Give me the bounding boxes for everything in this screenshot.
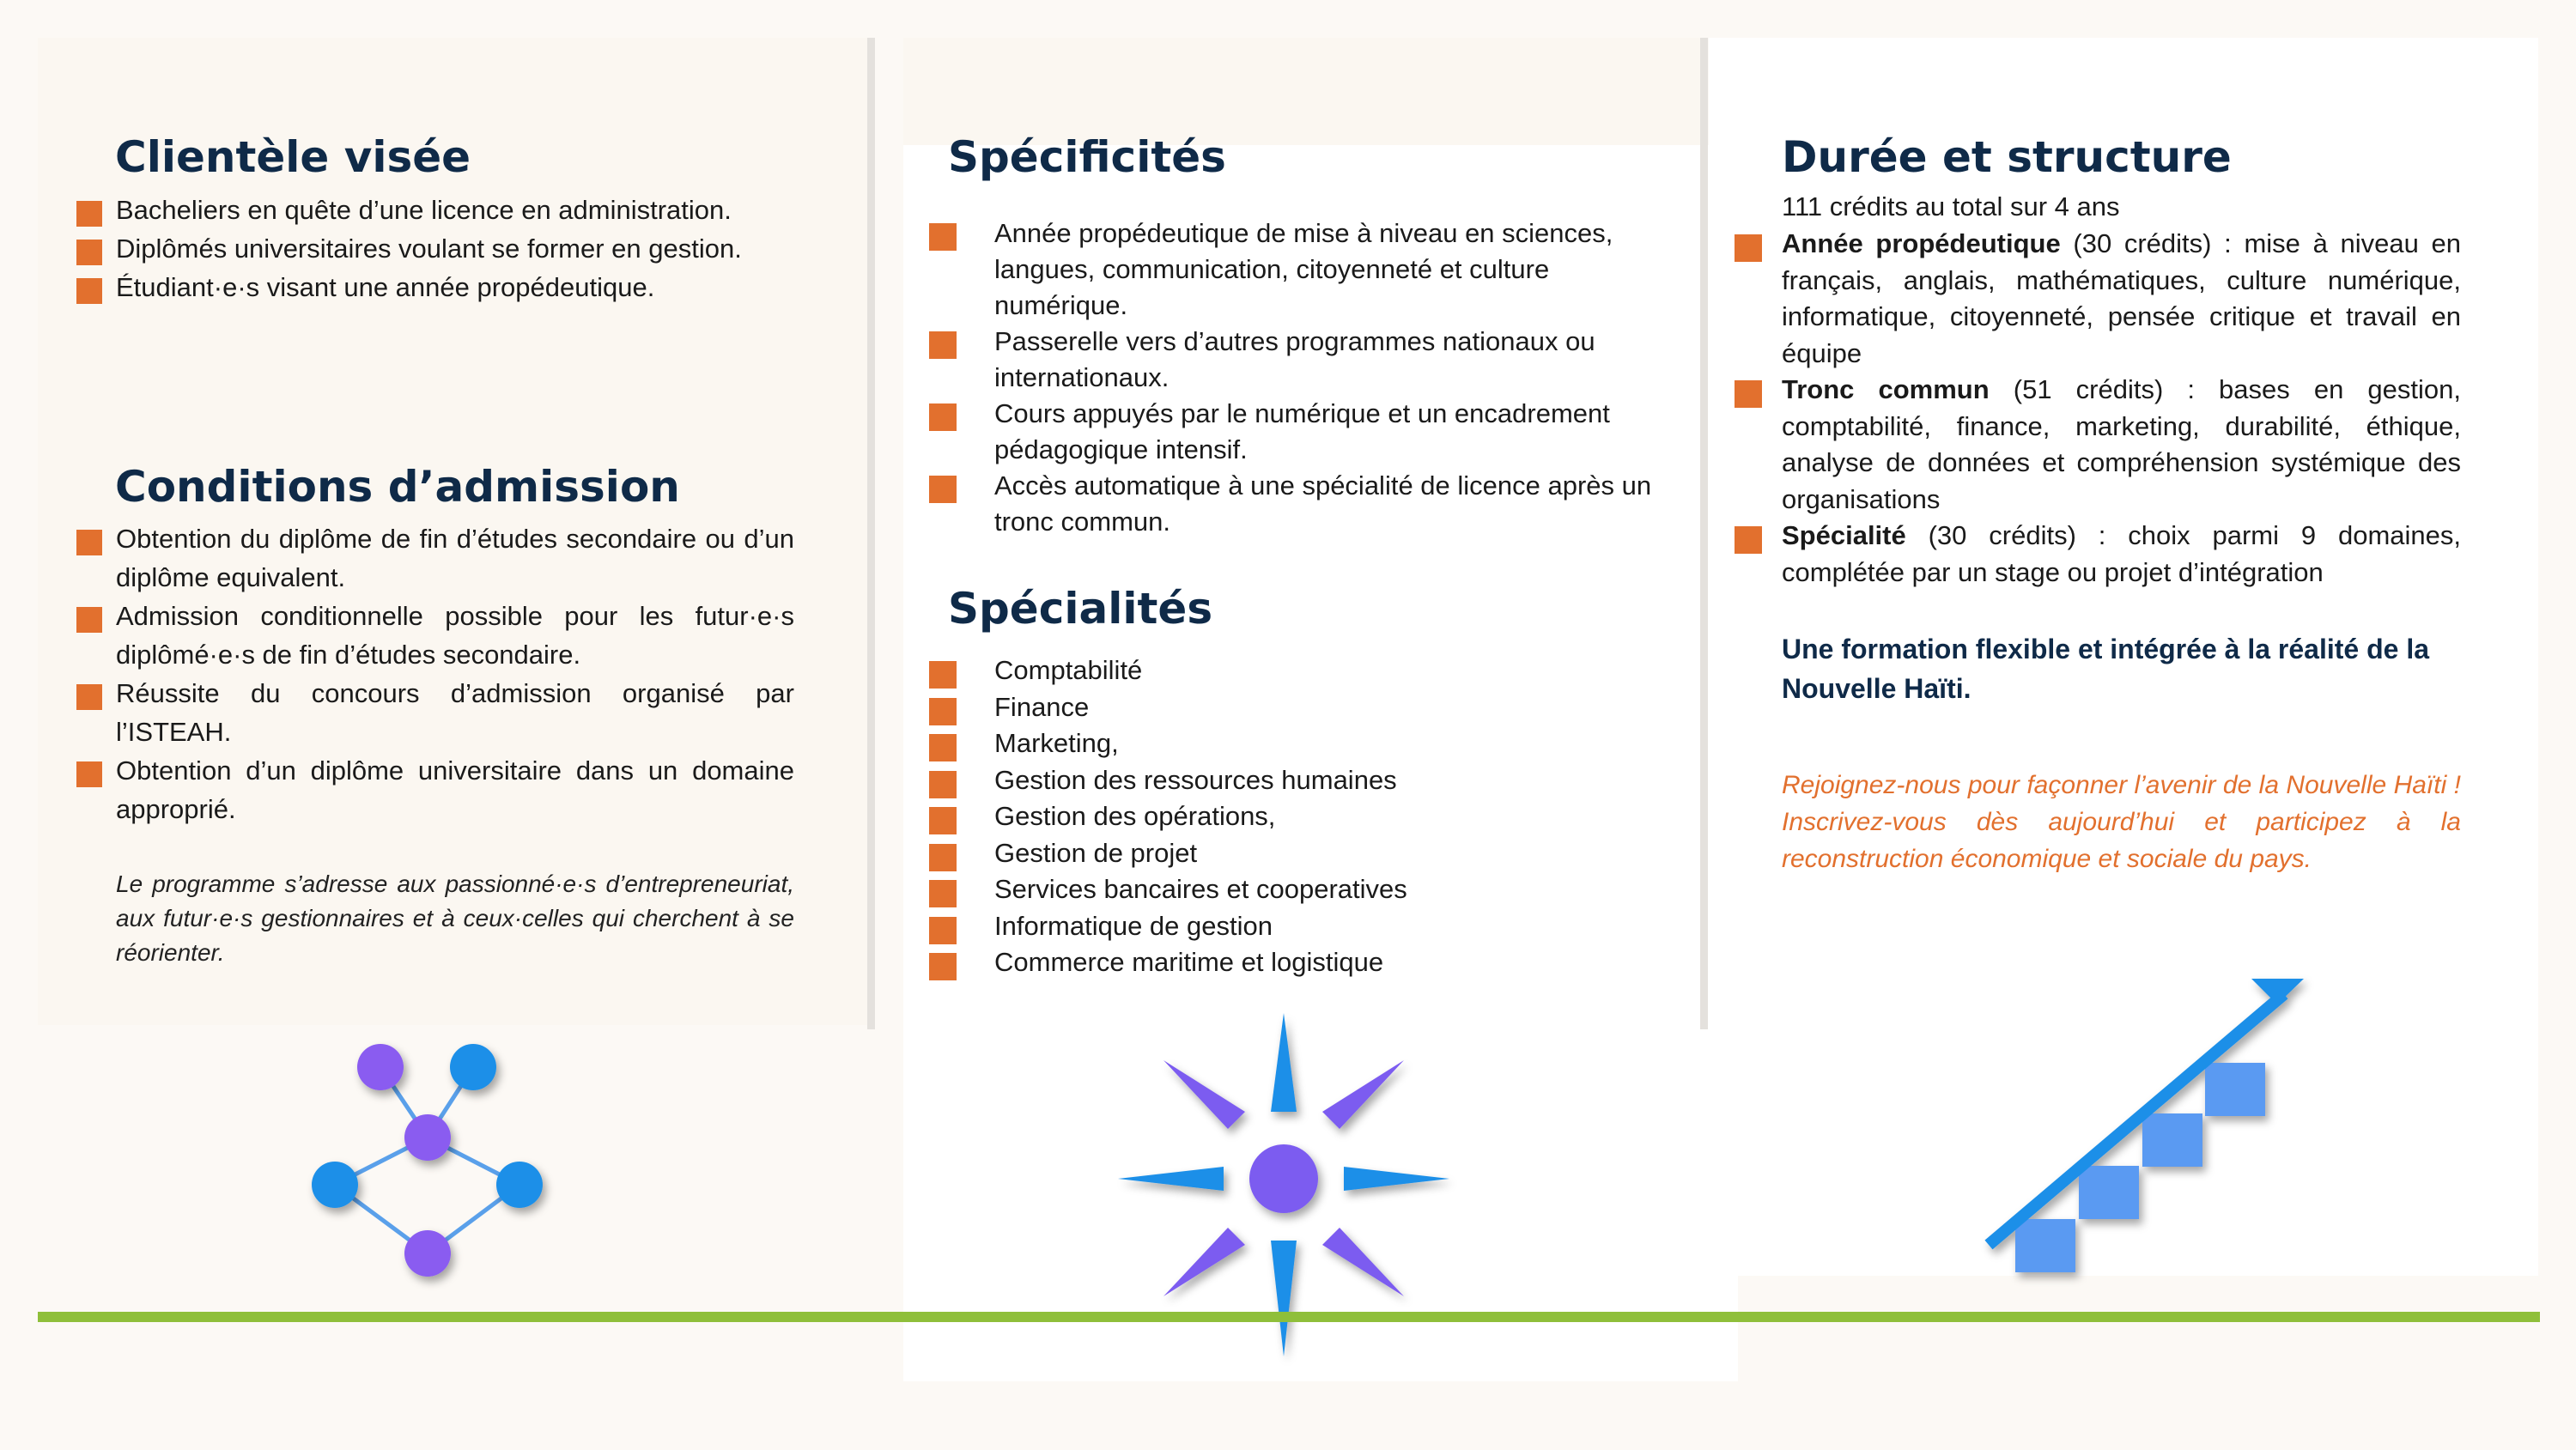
structure-item — [1735, 518, 2461, 591]
structure-item-text: (30 crédits) : mise à niveau en français, anglais, mathématiques, culture numérique, informatique, citoyenneté, pensée critique et travail en équipe — [1782, 228, 2461, 368]
clientele-title: Clientèle visée — [115, 132, 471, 182]
specificites-title: Spécificités — [948, 132, 1226, 182]
specificites-item: Année propédeutique de mise à niveau en sciences, langues, communication, citoyenneté et culture numérique. — [929, 215, 1685, 324]
growth-stairs-icon — [1975, 970, 2318, 1288]
conditions-title: Conditions d’admission — [115, 462, 680, 512]
specialite-item: Informatique de gestion — [929, 908, 1633, 945]
clientele-item: Bacheliers en quête d’une licence en administration. — [76, 191, 794, 229]
specificites-list — [929, 215, 1685, 540]
network-nodes-icon — [301, 1030, 558, 1288]
specialites-title: Spécialités — [948, 584, 1213, 634]
specialites-list — [929, 652, 1633, 981]
structure-item — [1735, 226, 2461, 372]
middle-panel-top — [903, 38, 1700, 145]
specialite-item: Gestion des opérations, — [929, 798, 1633, 835]
specialite-item: Finance — [929, 689, 1633, 726]
conditions-item: Obtention d’un diplôme universitaire dans un domaine approprié. — [76, 751, 794, 828]
specificites-item: Passerelle vers d’autres programmes nationaux ou internationaux. — [929, 324, 1685, 396]
clientele-item: Étudiant·e·s visant une année propédeutique. — [76, 268, 794, 306]
conditions-item: Réussite du concours d’admission organisé par l’ISTEAH. — [76, 674, 794, 751]
conditions-item: Admission conditionnelle possible pour les futur·e·s diplômé·e·s de fin d’études secondaire. — [76, 597, 794, 674]
audience-note: Le programme s’adresse aux passionné·e·s d’entrepreneuriat, aux futur·e·s gestionnaires et à ceux·celles qui cherchent à se réorienter. — [116, 871, 794, 966]
credits-summary: 111 crédits au total sur 4 ans — [1782, 191, 2120, 221]
compass-star-icon — [1116, 1009, 1451, 1361]
specialite-item: Gestion des ressources humaines — [929, 762, 1633, 799]
conditions-item: Obtention du diplôme de fin d’études secondaire ou d’un diplôme equivalent. — [76, 519, 794, 597]
structure-item-label: Année propédeutique — [1782, 228, 2061, 258]
structure-item-label: Tronc commun — [1782, 374, 1990, 404]
column-divider-right — [1700, 38, 1708, 1029]
clientele-list — [76, 191, 794, 306]
specificites-item: Accès automatique à une spécialité de licence après un tronc commun. — [929, 468, 1685, 540]
tagline: Une formation flexible et intégrée à la réalité de la Nouvelle Haïti. — [1782, 634, 2430, 704]
conditions-list — [76, 519, 794, 828]
specialite-item: Comptabilité — [929, 652, 1633, 689]
structure-list — [1735, 226, 2461, 591]
footer-divider — [38, 1312, 2540, 1322]
structure-item-text: (51 crédits) : bases en gestion, comptabilité, finance, marketing, durabilité, éthique, analyse de données et compréhension systémique des organisations — [1782, 374, 2461, 514]
specialite-item: Gestion de projet — [929, 835, 1633, 872]
structure-item — [1735, 372, 2461, 518]
duree-title: Durée et structure — [1782, 132, 2232, 182]
specialite-item: Marketing, — [929, 725, 1633, 762]
call-to-action: Rejoignez-nous pour façonner l’avenir de la Nouvelle Haïti ! Inscrivez-vous dès aujourd’hui et participez à la reconstruction économique et sociale du pays. — [1782, 771, 2461, 873]
clientele-item: Diplômés universitaires voulant se former en gestion. — [76, 229, 794, 268]
column-divider-left — [867, 38, 875, 1029]
structure-item-text: (30 crédits) : choix parmi 9 domaines, complétée par un stage ou projet d’intégration — [1782, 520, 2461, 587]
specificites-item: Cours appuyés par le numérique et un encadrement pédagogique intensif. — [929, 396, 1685, 468]
specialite-item: Commerce maritime et logistique — [929, 944, 1633, 981]
structure-item-label: Spécialité — [1782, 520, 1906, 550]
specialite-item: Services bancaires et cooperatives — [929, 871, 1633, 908]
